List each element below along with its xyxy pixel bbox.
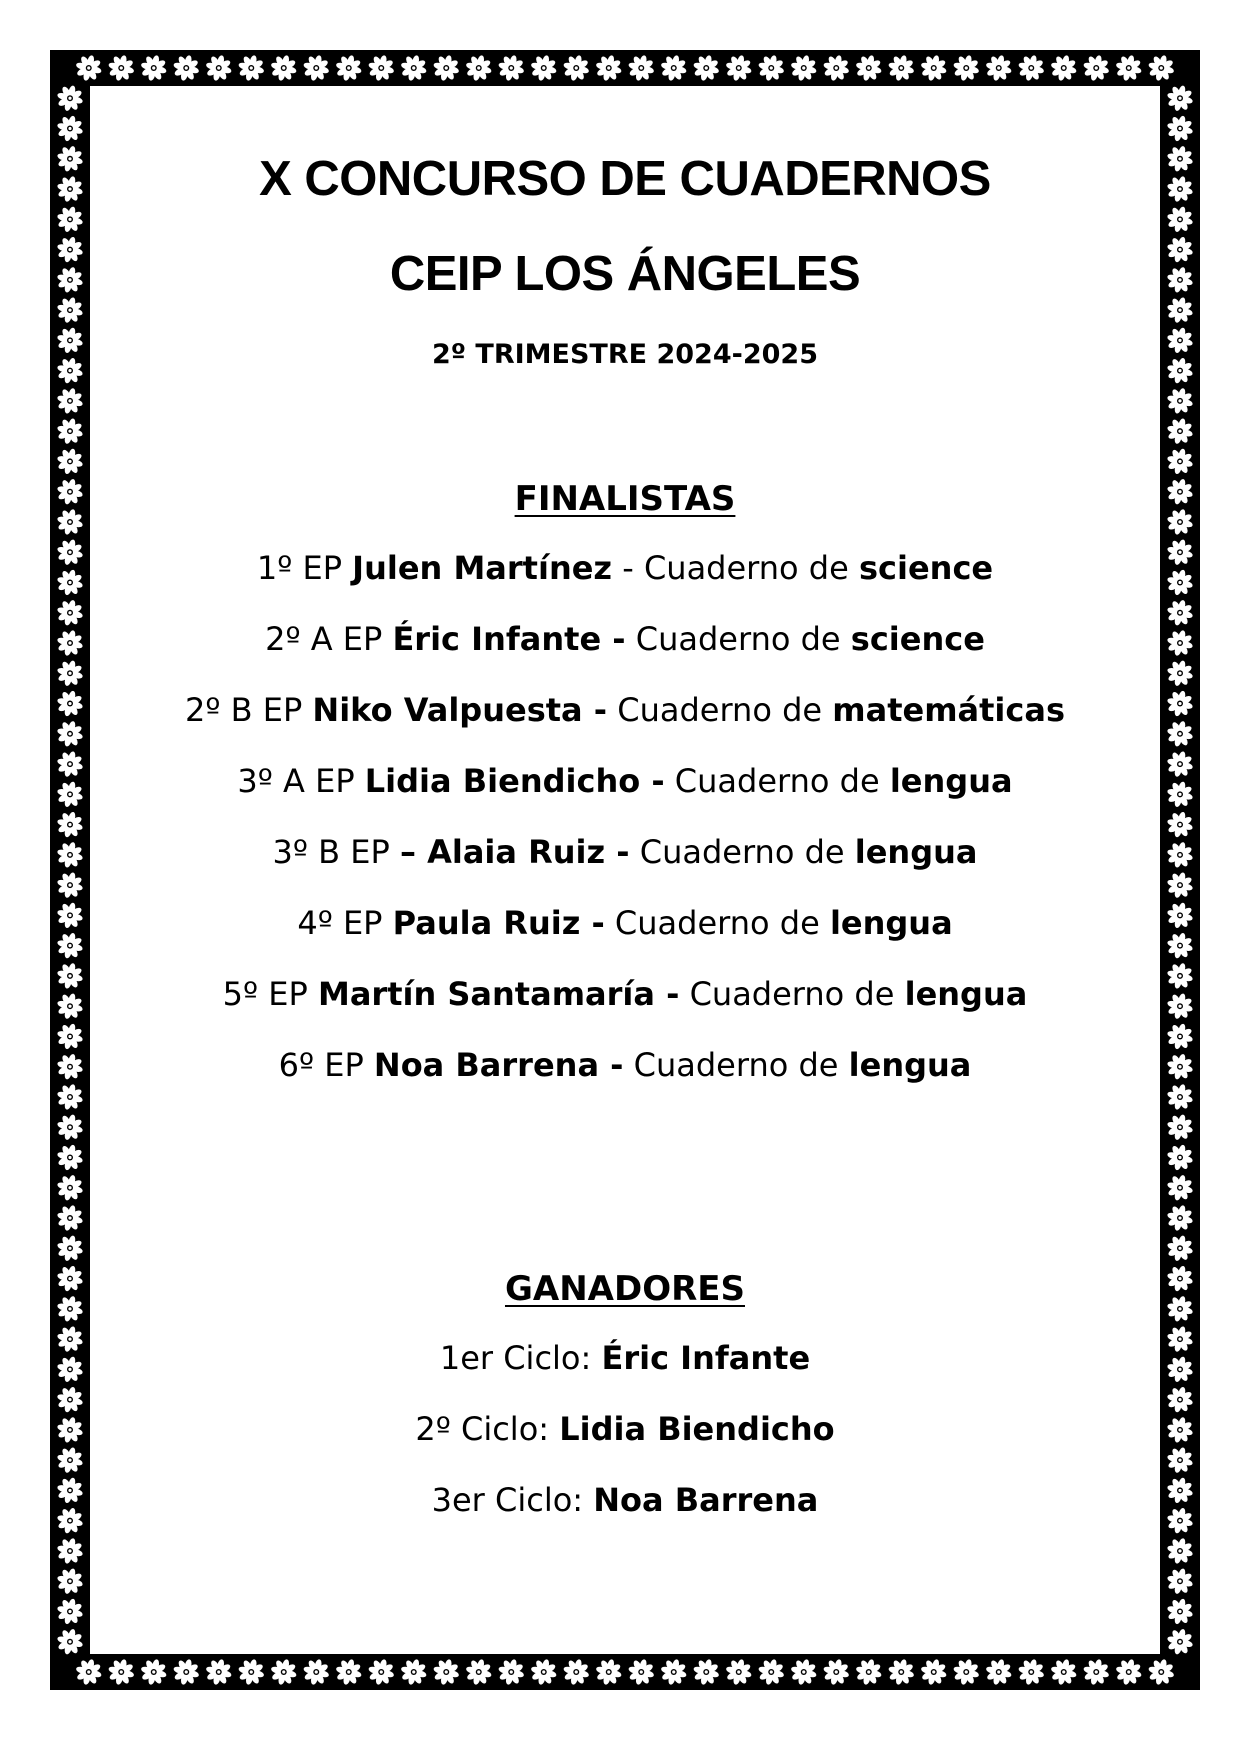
winner-row (90, 1481, 1160, 1519)
finalist-row (90, 620, 1160, 658)
flower-icon (75, 1659, 102, 1686)
flower-icon (57, 266, 84, 293)
flower-icon (57, 872, 84, 899)
flower-icon (1167, 841, 1194, 868)
flower-icon (57, 811, 84, 838)
finalist-name: Lidia Biendicho - (364, 762, 665, 800)
finalist-subject: lengua (904, 975, 1028, 1013)
flower-icon (498, 55, 525, 82)
finalist-name: Niko Valpuesta - (312, 691, 608, 729)
flower-icon (1167, 1386, 1194, 1413)
winner-name: Lidia Biendicho (559, 1410, 835, 1448)
flower-icon (628, 1659, 655, 1686)
flower-icon (1167, 418, 1194, 445)
flower-icon (57, 478, 84, 505)
flower-icon (1167, 751, 1194, 778)
flower-icon (1115, 55, 1142, 82)
flower-icon (75, 55, 102, 82)
flower-icon (1083, 55, 1110, 82)
flower-icon (57, 993, 84, 1020)
finalist-row (90, 691, 1160, 729)
flower-icon (57, 1205, 84, 1232)
flower-icon (57, 1598, 84, 1625)
flower-icon (1167, 145, 1194, 172)
flower-icon (1167, 599, 1194, 626)
flower-icon (530, 1659, 557, 1686)
flower-icon (1148, 1659, 1175, 1686)
flower-icon (57, 720, 84, 747)
finalist-row (90, 762, 1160, 800)
flower-icon (1050, 55, 1077, 82)
winner-cycle-label: 1er Ciclo: (439, 1339, 602, 1377)
finalist-row (90, 975, 1160, 1013)
winner-name: Noa Barrena (593, 1481, 819, 1519)
finalist-subject: lengua (829, 904, 953, 942)
flower-icon (660, 55, 687, 82)
flower-icon (1167, 1114, 1194, 1141)
flower-icon (57, 145, 84, 172)
flower-icon (57, 630, 84, 657)
finalist-name: Éric Infante - (392, 620, 626, 658)
flower-icon (725, 1659, 752, 1686)
finalist-name: Noa Barrena - (373, 1046, 624, 1084)
finalist-notebook: Cuaderno de (635, 620, 851, 658)
finalist-subject: lengua (854, 833, 978, 871)
flower-icon (57, 388, 84, 415)
flower-icon (1167, 1477, 1194, 1504)
flower-icon (530, 55, 557, 82)
ganadores-heading (90, 1269, 1160, 1309)
flower-icon (1167, 1144, 1194, 1171)
flower-icon (57, 509, 84, 536)
flower-icon (790, 55, 817, 82)
flower-icon (595, 1659, 622, 1686)
page-body (90, 86, 1160, 1654)
flower-icon (920, 1659, 947, 1686)
finalist-separator (679, 975, 689, 1013)
ganadores-heading-text: GANADORES (504, 1269, 745, 1309)
flower-icon (368, 55, 395, 82)
flower-icon (57, 1507, 84, 1534)
finalist-notebook: Cuaderno de (633, 1046, 849, 1084)
flower-icon (790, 1659, 817, 1686)
flower-icon (888, 55, 915, 82)
flower-icon (1167, 1628, 1194, 1655)
finalist-notebook: Cuaderno de (614, 904, 830, 942)
finalist-separator: - (612, 549, 644, 587)
flower-icon (57, 690, 84, 717)
finalist-name: Julen Martínez (352, 549, 613, 587)
flower-icon (725, 55, 752, 82)
flower-icon (57, 236, 84, 263)
flower-icon (1167, 1174, 1194, 1201)
flower-icon (1167, 1598, 1194, 1625)
finalist-subject: lengua (889, 762, 1013, 800)
flower-icon (563, 1659, 590, 1686)
finalist-course: 3º A EP (237, 762, 365, 800)
flower-icon (57, 1326, 84, 1353)
flower-icon (433, 1659, 460, 1686)
flower-icon (693, 55, 720, 82)
finalist-notebook: Cuaderno de (617, 691, 833, 729)
flower-icon (140, 1659, 167, 1686)
page-subtitle: 2º TRIMESTRE 2024-2025 (432, 339, 818, 370)
flower-icon (57, 1386, 84, 1413)
flower-icon (57, 1053, 84, 1080)
flower-icon (888, 1659, 915, 1686)
flower-icon (758, 1659, 785, 1686)
flower-icon (1167, 872, 1194, 899)
flower-icon (1167, 1205, 1194, 1232)
flower-icon (1167, 1538, 1194, 1565)
finalist-separator (605, 904, 615, 942)
flower-icon (57, 1295, 84, 1322)
flower-icon (1167, 1356, 1194, 1383)
flower-icon (108, 55, 135, 82)
flower-icon (1167, 1084, 1194, 1111)
finalist-row (90, 1046, 1160, 1084)
flower-icon (1167, 932, 1194, 959)
finalist-subject: science (850, 620, 985, 658)
flower-icon (57, 448, 84, 475)
finalist-course: 5º EP (222, 975, 318, 1013)
page-title-line-2: CEIP LOS ÁNGELES (389, 247, 861, 301)
finalist-course: 3º B EP (272, 833, 400, 871)
flower-icon (1167, 115, 1194, 142)
flower-icon (57, 1023, 84, 1050)
flower-icon (57, 569, 84, 596)
finalist-notebook: Cuaderno de (674, 762, 890, 800)
flower-icon (57, 599, 84, 626)
flower-icon (1167, 963, 1194, 990)
flower-icon (173, 1659, 200, 1686)
flower-icon (953, 55, 980, 82)
flower-icon (205, 55, 232, 82)
flower-icon (1167, 1265, 1194, 1292)
flower-icon (1167, 176, 1194, 203)
flower-icon (823, 55, 850, 82)
flower-icon (57, 1628, 84, 1655)
flower-icon (1167, 720, 1194, 747)
flower-icon (57, 418, 84, 445)
flower-icon (335, 1659, 362, 1686)
flower-icon (465, 55, 492, 82)
winner-row (90, 1339, 1160, 1377)
flower-icon (108, 1659, 135, 1686)
finalist-row (90, 549, 1160, 587)
winner-row (90, 1410, 1160, 1448)
flower-icon (1167, 1326, 1194, 1353)
flower-icon (1115, 1659, 1142, 1686)
decorative-border (50, 50, 1200, 1690)
flower-icon (1167, 297, 1194, 324)
flower-icon (465, 1659, 492, 1686)
flower-icon (57, 963, 84, 990)
flower-icon (1167, 1507, 1194, 1534)
finalist-notebook: Cuaderno de (643, 549, 859, 587)
flower-icon (335, 55, 362, 82)
flower-icon (57, 1447, 84, 1474)
flower-icon (1083, 1659, 1110, 1686)
flower-icon (1167, 539, 1194, 566)
flower-icon (563, 55, 590, 82)
flower-icon (1167, 1053, 1194, 1080)
flower-icon (1050, 1659, 1077, 1686)
flower-icon (173, 55, 200, 82)
flower-icon (498, 1659, 525, 1686)
flower-icon (1167, 448, 1194, 475)
flower-icon (303, 1659, 330, 1686)
flower-icon (270, 1659, 297, 1686)
finalist-subject: lengua (848, 1046, 972, 1084)
finalistas-heading (90, 479, 1160, 519)
finalist-separator (626, 620, 636, 658)
flower-icon (1167, 1295, 1194, 1322)
finalist-name: – Alaia Ruiz - (399, 833, 630, 871)
flower-icon (1167, 85, 1194, 112)
flower-icon (1167, 388, 1194, 415)
flower-icon (1167, 902, 1194, 929)
flower-icon (693, 1659, 720, 1686)
finalist-course: 6º EP (278, 1046, 374, 1084)
flower-icon (1018, 1659, 1045, 1686)
flower-icon (368, 1659, 395, 1686)
finalist-name: Paula Ruiz - (392, 904, 605, 942)
flower-icon (57, 1084, 84, 1111)
flower-icon (1148, 55, 1175, 82)
finalist-course: 2º A EP (265, 620, 393, 658)
finalist-notebook: Cuaderno de (689, 975, 905, 1013)
flower-icon (140, 55, 167, 82)
flower-icon (855, 55, 882, 82)
flower-icon (57, 1538, 84, 1565)
finalist-course: 2º B EP (185, 691, 313, 729)
flower-icon (1167, 690, 1194, 717)
winner-cycle-label: 2º Ciclo: (415, 1410, 560, 1448)
finalistas-heading-text: FINALISTAS (514, 479, 736, 519)
flower-icon (57, 1265, 84, 1292)
finalist-separator (665, 762, 675, 800)
flower-icon (57, 1417, 84, 1444)
flower-icon (400, 1659, 427, 1686)
flower-icon (57, 1174, 84, 1201)
flower-icon (57, 660, 84, 687)
flower-icon (303, 55, 330, 82)
finalist-course: 4º EP (297, 904, 393, 942)
flower-icon (57, 206, 84, 233)
finalist-separator (630, 833, 640, 871)
flower-icon (1167, 1568, 1194, 1595)
flower-icon (1167, 357, 1194, 384)
finalist-notebook: Cuaderno de (639, 833, 855, 871)
page-title-line-1: X CONCURSO DE CUADERNOS (259, 152, 991, 206)
flower-icon (57, 932, 84, 959)
flower-icon (57, 1477, 84, 1504)
flower-icon (953, 1659, 980, 1686)
flower-icon (1167, 327, 1194, 354)
flower-icon (1167, 781, 1194, 808)
flower-icon (823, 1659, 850, 1686)
flower-icon (920, 55, 947, 82)
flower-icon (270, 55, 297, 82)
finalist-subject: science (858, 549, 994, 587)
flower-icon (57, 1356, 84, 1383)
flower-icon (57, 1235, 84, 1262)
flower-icon (1018, 55, 1045, 82)
flower-icon (1167, 993, 1194, 1020)
flower-icon (57, 539, 84, 566)
flower-icon (57, 85, 84, 112)
flower-icon (1167, 478, 1194, 505)
flower-icon (238, 1659, 265, 1686)
finalist-row (90, 904, 1160, 942)
flower-icon (57, 1114, 84, 1141)
finalist-row (90, 833, 1160, 871)
winner-name: Éric Infante (601, 1339, 811, 1377)
flower-icon (205, 1659, 232, 1686)
finalist-separator (607, 691, 617, 729)
flower-icon (1167, 630, 1194, 657)
flower-icon (758, 55, 785, 82)
flower-icon (1167, 569, 1194, 596)
flower-icon (1167, 660, 1194, 687)
flower-icon (855, 1659, 882, 1686)
flower-icon (57, 1568, 84, 1595)
finalist-course: 1º EP (256, 549, 353, 587)
flower-icon (660, 1659, 687, 1686)
flower-icon (400, 55, 427, 82)
flower-icon (57, 1144, 84, 1171)
flower-icon (1167, 811, 1194, 838)
flower-icon (57, 176, 84, 203)
flower-icon (1167, 206, 1194, 233)
flower-icon (595, 55, 622, 82)
flower-icon (57, 841, 84, 868)
flower-icon (238, 55, 265, 82)
flower-icon (57, 902, 84, 929)
flower-icon (1167, 1235, 1194, 1262)
flower-icon (1167, 236, 1194, 263)
finalist-subject: matemáticas (832, 691, 1065, 729)
winner-cycle-label: 3er Ciclo: (431, 1481, 594, 1519)
flower-icon (57, 357, 84, 384)
flower-icon (1167, 1447, 1194, 1474)
flower-icon (1167, 266, 1194, 293)
flower-icon (1167, 509, 1194, 536)
flower-icon (57, 115, 84, 142)
finalist-separator (623, 1046, 633, 1084)
flower-icon (57, 297, 84, 324)
flower-icon (628, 55, 655, 82)
flower-icon (985, 55, 1012, 82)
finalist-name: Martín Santamaría - (317, 975, 680, 1013)
flower-icon (57, 327, 84, 354)
flower-icon (433, 55, 460, 82)
flower-icon (57, 781, 84, 808)
flower-icon (57, 751, 84, 778)
flower-icon (1167, 1023, 1194, 1050)
flower-icon (1167, 1417, 1194, 1444)
flower-icon (985, 1659, 1012, 1686)
